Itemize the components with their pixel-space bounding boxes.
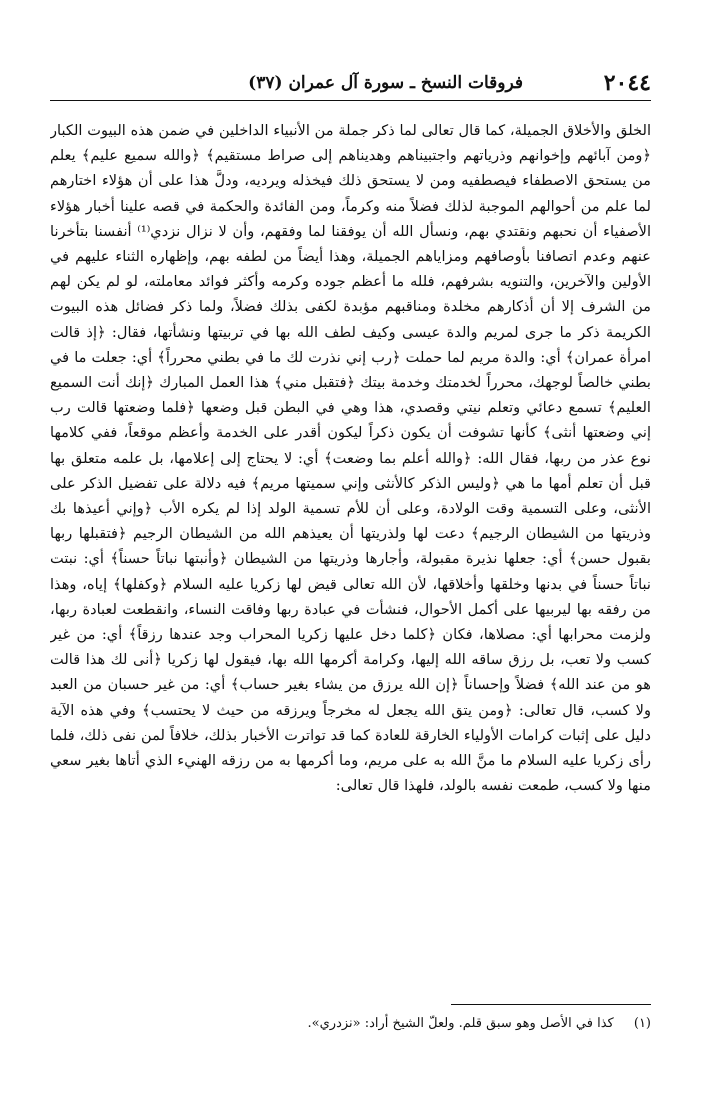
footnote xyxy=(50,1014,651,1034)
page-number: ٢٠٤٤ xyxy=(603,70,651,96)
page-header xyxy=(50,68,651,98)
running-title: فروقات النسخ ـ سورة آل عمران (٣٧) xyxy=(248,73,523,93)
footnote-text: كذا في الأصل وهو سبق قلم. ولعلّ الشيخ أراد: «نزدري». xyxy=(307,1016,614,1031)
header-divider xyxy=(50,100,651,101)
footnote-number: (١) xyxy=(633,1016,651,1031)
footnote-divider xyxy=(451,1004,651,1005)
body-text xyxy=(50,118,651,926)
body-paragraph: الخلق والأخلاق الجميلة، كما قال تعالى لما ذكر جملة من الأنبياء الداخلين في ضمن هذه البيوت الكبار ﴿ومن آبائهم وإخوانهم وذرياتهم واجتبيناهم وهديناهم إلى صراط مستقيم﴾ ﴿والله سميع عليم﴾ يعلم من يستحق الاصطفاء فيصطفيه ومن لا يستحق ذلك فيخذله ويرديه، ودلَّ هذا على أن هؤلاء اختارهم لما علم من أحوالهم الموجبة لذلك فضلاً منه وكرماً، ومن الفائدة والحكمة في قصه علينا أخبار هؤلاء الأصفياء أن نحبهم ونقتدي بهم، ونسأل الله أن يوفقنا لما وفقهم، وأن لا نزال نزدي⁽¹⁾ أنفسنا بتأخرنا عنهم وعدم اتصافنا بأوصافهم ومزاياهم الجميلة، وهذا أيضاً من لطفه بهم، وإظهاره الثناء عليهم في الأولين والآخرين، والتنويه بشرفهم، فلله ما أعظم جوده وكرمه وأكثر فوائد معاملته، لو لم يكن لهم من الشرف إلا أن أذكارهم مخلدة ومناقبهم مؤبدة لكفى بذلك فضلاً، ولما ذكر فضائل هذه البيوت الكريمة ذكر ما جرى لمريم والدة عيسى وكيف لطف الله بها في تربيتها ونشأتها، فقال: ﴿إذ قالت امرأة عمران﴾ أي: والدة مريم لما حملت ﴿رب إني نذرت لك ما في بطني محرراً﴾ أي: جعلت ما في بطني خالصاً لوجهك، محرراً لخدمتك وخدمة بيتك ﴿فتقبل مني﴾ هذا العمل المبارك ﴿إنك أنت السميع العليم﴾ تسمع دعائي وتعلم نيتي وقصدي، هذا وهي في البطن قبل وضعها ﴿فلما وضعتها قالت رب إني وضعتها أنثى﴾ كأنها تشوفت أن يكون ذكراً ليكون أقدر على الخدمة وأعظم موقعاً، ففي كلامها نوع عذر من ربها، فقال الله: ﴿والله أعلم بما وضعت﴾ أي: لا يحتاج إلى إعلامها، بل علمه متعلق بها قبل أن تعلم أمها ما هي ﴿وليس الذكر كالأنثى وإني سميتها مريم﴾ فيه دلالة على تفضيل الذكر على الأنثى، وعلى التسمية وقت الولادة، وعلى أن للأم تسمية الولد إذا لم يكره الأب ﴿وإني أعيذها بك وذريتها من الشيطان الرجيم﴾ دعت لها ولذريتها أن يعيذهم الله من الشيطان الرجيم ﴿فتقبلها ربها بقبول حسن﴾ أي: جعلها نذيرة مقبولة، وأجارها وذريتها من الشيطان ﴿وأنبتها نباتاً حسناً﴾ أي: نبتت نباتاً حسناً في بدنها وخلقها وأخلاقها، لأن الله تعالى قيض لها زكريا عليه السلام ﴿وكفلها﴾ إياه، وهذا من رفقه بها ليربيها على أكمل الأحوال، فنشأت في عبادة ربها وفاقت النساء، وانقطعت لعبادة ربها، ولزمت محرابها أي: مصلاها، فكان ﴿كلما دخل عليها زكريا المحراب وجد عندها رزقاً﴾ أي: من غير كسب ولا تعب، بل رزق ساقه الله إليها، وكرامة أكرمها الله بها، فيقول لها زكريا ﴿أنى لك هذا قالت هو من عند الله﴾ فضلاً وإحساناً ﴿إن الله يرزق من يشاء بغير حساب﴾ أي: من غير حسبان من العبد ولا كسب، قال تعالى: ﴿ومن يتق الله يجعل له مخرجاً ويرزقه من حيث لا يحتسب﴾ وفي هذه الآية دليل على إثبات كرامات الأولياء الخارقة للعادة كما قد تواترت الأخبار بذلك، خلافاً لمن نفى ذلك، فلما رأى زكريا عليه السلام ما منَّ الله به على مريم، وما أكرمها به من رزقه الهنيء الذي أتاها بغير سعي منها ولا كسب، طمعت نفسه بالولد، فلهذا قال تعالى: xyxy=(50,122,651,795)
